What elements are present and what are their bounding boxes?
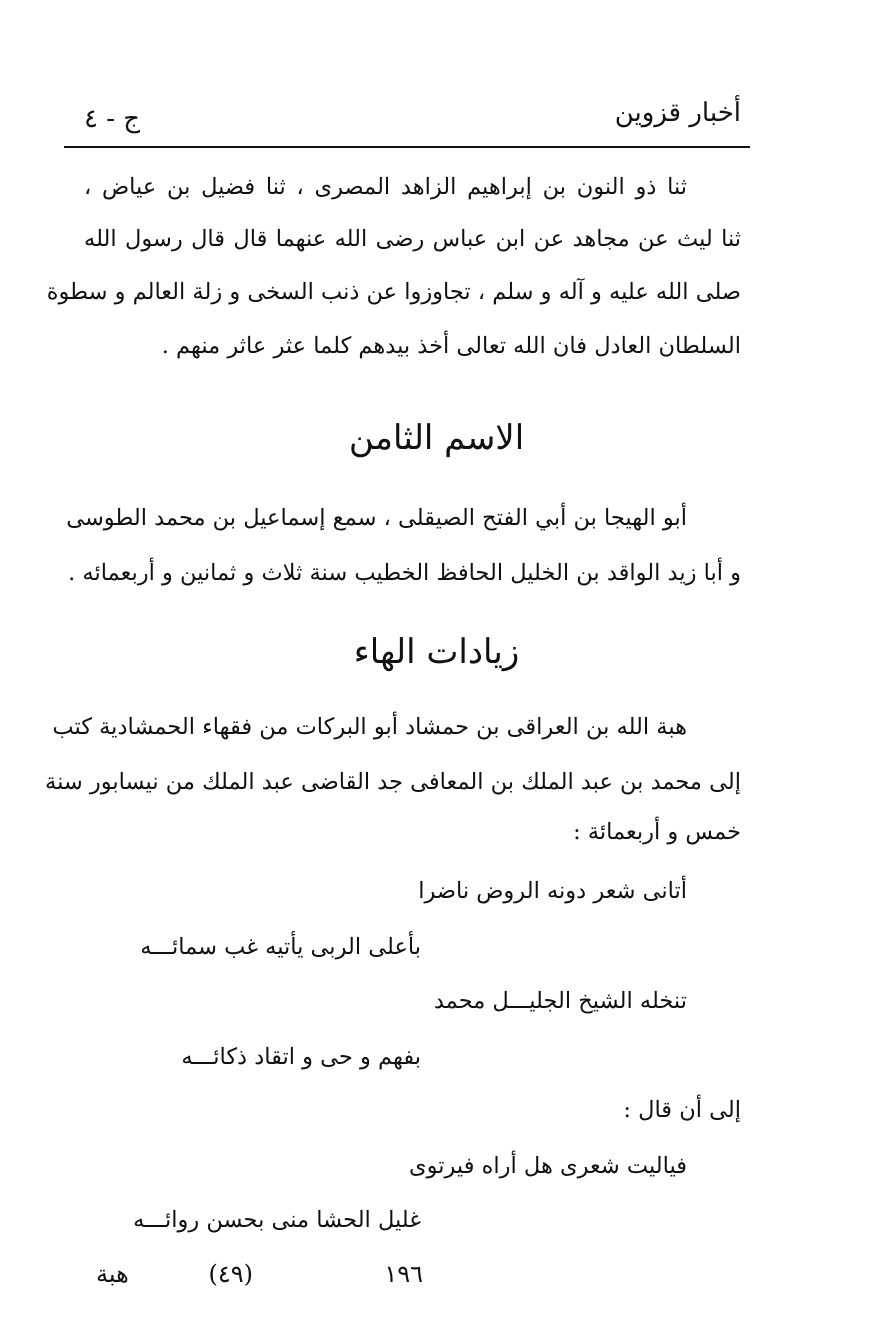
signature-mark: (٤٩) bbox=[208, 1260, 253, 1288]
verse-line: بأعلى الربى يأتيه غب سمائـــه bbox=[140, 934, 421, 960]
text-line: ثنا ذو النون بن إبراهيم الزاهد المصرى ، ثنا فضيل بن عياض ، bbox=[84, 174, 687, 200]
verse-line: بفهم و حى و اتقاد ذكائـــه bbox=[181, 1044, 421, 1070]
text-line: إلى محمد بن عبد الملك بن المعافى جد القاضى عبد الملك من نيسابور سنة bbox=[45, 769, 741, 795]
header-rule bbox=[64, 146, 750, 148]
verse-line: غليل الحشا منى بحسن روائـــه bbox=[133, 1207, 421, 1233]
page-number: ١٩٦ bbox=[384, 1260, 423, 1288]
running-title: أخبار قزوين bbox=[614, 98, 741, 128]
text-line: هبة الله بن العراقى بن حمشاد أبو البركات من فقهاء الحمشادية كتب bbox=[52, 714, 687, 740]
text-line: السلطان العادل فان الله تعالى أخذ بيدهم كلما عثر عاثر منهم . bbox=[161, 333, 741, 359]
verse-line: تنخله الشيخ الجليـــل محمد bbox=[433, 988, 687, 1014]
text-line: أبو الهيجا بن أبي الفتح الصيقلى ، سمع إسماعيل بن محمد الطوسى bbox=[66, 505, 687, 531]
catchword: هبة bbox=[96, 1260, 129, 1288]
verse-line: فياليت شعرى هل أراه فيرتوى bbox=[409, 1153, 687, 1179]
verse-line: أتانى شعر دونه الروض ناضرا bbox=[418, 878, 687, 904]
section-heading: زيادات الهاء bbox=[353, 632, 520, 672]
section-heading: الاسم الثامن bbox=[348, 418, 525, 458]
volume-marker: ج - ٤ bbox=[84, 104, 141, 134]
text-line: خمس و أربعمائة : bbox=[573, 819, 741, 845]
text-line: و أبا زيد الواقد بن الخليل الحافظ الخطيب سنة ثلاث و ثمانين و أربعمائه . bbox=[68, 560, 741, 586]
text-line: صلى الله عليه و آله و سلم ، تجاوزوا عن ذنب السخى و زلة العالم و سطوة bbox=[46, 279, 741, 305]
text-line: إلى أن قال : bbox=[623, 1097, 741, 1123]
text-line: ثنا ليث عن مجاهد عن ابن عباس رضى الله عنهما قال قال رسول الله bbox=[84, 226, 741, 252]
